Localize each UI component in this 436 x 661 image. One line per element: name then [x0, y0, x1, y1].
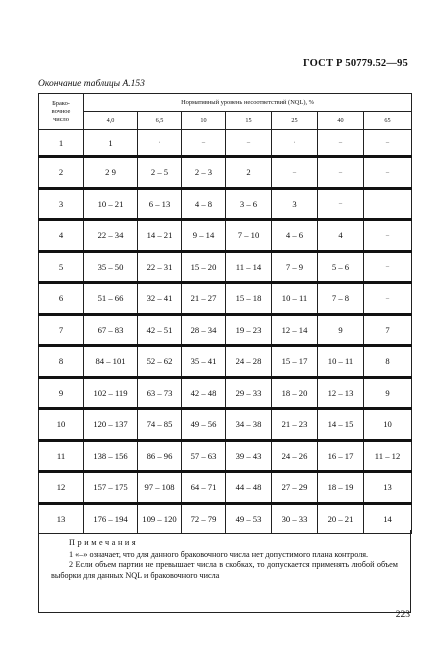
sample-size-cell: 34 – 38	[226, 409, 272, 441]
sample-size-cell: 18 – 20	[272, 377, 318, 409]
nql-column-header: 65	[364, 112, 412, 130]
sample-size-cell: 10 – 21	[84, 188, 138, 220]
defect-number-cell: 9	[39, 377, 84, 409]
sample-size-cell: 39 – 43	[226, 440, 272, 472]
sample-size-cell: 86 – 96	[138, 440, 182, 472]
sample-size-cell: 27 – 29	[272, 472, 318, 504]
sample-size-cell: –	[182, 130, 226, 157]
sample-size-cell: 15 – 20	[182, 251, 226, 283]
sample-size-cell: 120 – 137	[84, 409, 138, 441]
nql-column-header: 4,0	[84, 112, 138, 130]
sample-size-cell: 6 – 13	[138, 188, 182, 220]
sample-size-cell: 24 – 26	[272, 440, 318, 472]
table-row	[39, 314, 412, 346]
sample-size-cell: 10 – 11	[272, 283, 318, 315]
sample-size-cell: 35 – 41	[182, 346, 226, 378]
sample-size-cell: 176 – 194	[84, 503, 138, 534]
table-row	[39, 346, 412, 378]
sample-size-cell: 30 – 33	[272, 503, 318, 534]
sample-size-cell: 14 – 15	[318, 409, 364, 441]
sample-size-cell: 4	[318, 220, 364, 252]
sample-size-cell: 2 – 3	[182, 157, 226, 189]
sample-size-cell: –	[318, 130, 364, 157]
sample-size-cell: 4 – 6	[272, 220, 318, 252]
sample-size-cell: 42 – 51	[138, 314, 182, 346]
nql-columns-row	[39, 112, 412, 130]
sample-size-cell: 1	[84, 130, 138, 157]
nql-header: Нормативный уровень несоответствий (NQL), %	[84, 94, 412, 112]
defect-number-cell: 11	[39, 440, 84, 472]
sample-size-cell: 11 – 12	[364, 440, 412, 472]
sample-size-cell: 42 – 48	[182, 377, 226, 409]
sample-size-cell: 9	[364, 377, 412, 409]
sample-size-cell: 12 – 14	[272, 314, 318, 346]
sample-size-cell: 20 – 21	[318, 503, 364, 534]
table-row	[39, 157, 412, 189]
table-row	[39, 188, 412, 220]
sample-size-cell: 49 – 56	[182, 409, 226, 441]
notes-title: Примечания	[69, 538, 139, 547]
sample-size-cell: –	[226, 130, 272, 157]
nql-column-header: 25	[272, 112, 318, 130]
sample-size-cell: 12 – 13	[318, 377, 364, 409]
nql-table	[38, 93, 412, 534]
table-row	[39, 283, 412, 315]
defect-number-cell: 7	[39, 314, 84, 346]
sample-size-cell: ·	[272, 130, 318, 157]
sample-size-cell: 63 – 73	[138, 377, 182, 409]
sample-size-cell: 57 – 63	[182, 440, 226, 472]
table-body	[39, 130, 412, 534]
sample-size-cell: 16 – 17	[318, 440, 364, 472]
sample-size-cell: 18 – 19	[318, 472, 364, 504]
table-row	[39, 503, 412, 534]
sample-size-cell: 15 – 17	[272, 346, 318, 378]
nql-column-header: 40	[318, 112, 364, 130]
sample-size-cell: 44 – 48	[226, 472, 272, 504]
sample-size-cell: 5 – 6	[318, 251, 364, 283]
sample-size-cell: 74 – 85	[138, 409, 182, 441]
sample-size-cell: –	[364, 251, 412, 283]
defect-number-cell: 6	[39, 283, 84, 315]
sample-size-cell: 84 – 101	[84, 346, 138, 378]
sample-size-cell: 52 – 62	[138, 346, 182, 378]
table-caption: Окончание таблицы А.153	[38, 79, 145, 89]
defect-number-cell: 1	[39, 130, 84, 157]
defect-number-cell: 2	[39, 157, 84, 189]
sample-size-cell: 10 – 11	[318, 346, 364, 378]
sample-size-cell: 7 – 10	[226, 220, 272, 252]
sample-size-cell: 138 – 156	[84, 440, 138, 472]
sample-size-cell: 2 – 5	[138, 157, 182, 189]
sample-size-cell: –	[364, 130, 412, 157]
table-row	[39, 377, 412, 409]
sample-size-cell: 15 – 18	[226, 283, 272, 315]
sample-size-cell: –	[364, 157, 412, 189]
sample-size-cell: –	[364, 283, 412, 315]
sample-size-cell: –	[318, 188, 364, 220]
defect-number-cell: 5	[39, 251, 84, 283]
sample-size-cell: 51 – 66	[84, 283, 138, 315]
defect-number-cell: 8	[39, 346, 84, 378]
sample-size-cell: 102 – 119	[84, 377, 138, 409]
sample-size-cell: 49 – 53	[226, 503, 272, 534]
sample-size-cell: 3	[272, 188, 318, 220]
notes-box	[38, 530, 411, 613]
page-number: 223	[395, 610, 410, 620]
sample-size-cell: 72 – 79	[182, 503, 226, 534]
sample-size-cell: 67 – 83	[84, 314, 138, 346]
sample-size-cell: 10	[364, 409, 412, 441]
table-row	[39, 220, 412, 252]
sample-size-cell: 7 – 9	[272, 251, 318, 283]
sample-size-cell: 13	[364, 472, 412, 504]
sample-size-cell: –	[272, 157, 318, 189]
defect-number-header	[39, 94, 84, 130]
sample-size-cell: 8	[364, 346, 412, 378]
sample-size-cell: 4 – 8	[182, 188, 226, 220]
sample-size-cell: 22 – 31	[138, 251, 182, 283]
sample-size-cell: 29 – 33	[226, 377, 272, 409]
table-row	[39, 472, 412, 504]
table-row	[39, 409, 412, 441]
standard-designation: ГОСТ Р 50779.52—95	[303, 58, 408, 69]
nql-column-header: 10	[182, 112, 226, 130]
sample-size-cell: 11 – 14	[226, 251, 272, 283]
sample-size-cell: 9	[318, 314, 364, 346]
table-row	[39, 440, 412, 472]
sample-size-cell: ·	[138, 130, 182, 157]
sample-size-cell	[364, 188, 412, 220]
sample-size-cell: 24 – 28	[226, 346, 272, 378]
defect-number-cell: 3	[39, 188, 84, 220]
note-1: 1 «–» означает, что для данного браковочного числа нет допустимого плана контроля.	[69, 549, 369, 559]
nql-column-header: 15	[226, 112, 272, 130]
sample-size-cell: 97 – 108	[138, 472, 182, 504]
sample-size-cell: 109 – 120	[138, 503, 182, 534]
sample-size-cell: 21 – 23	[272, 409, 318, 441]
sample-size-cell: 21 – 27	[182, 283, 226, 315]
table-row	[39, 130, 412, 157]
sample-size-cell: 22 – 34	[84, 220, 138, 252]
sample-size-cell: 14 – 21	[138, 220, 182, 252]
sample-size-cell: 28 – 34	[182, 314, 226, 346]
sample-size-cell: 7	[364, 314, 412, 346]
sample-size-cell: 2	[226, 157, 272, 189]
sample-size-cell: –	[364, 220, 412, 252]
sample-size-cell: 157 – 175	[84, 472, 138, 504]
sample-size-cell: 14	[364, 503, 412, 534]
sample-size-cell: 19 – 23	[226, 314, 272, 346]
note-2: 2 Если объем партии не превышает числа в скобках, то допускается применять любой объем выборки для данных NQL и браковочного числа	[51, 560, 398, 580]
sample-size-cell: –	[318, 157, 364, 189]
nql-column-header: 6,5	[138, 112, 182, 130]
defect-number-cell: 4	[39, 220, 84, 252]
sample-size-cell: 2 9	[84, 157, 138, 189]
sample-size-cell: 64 – 71	[182, 472, 226, 504]
sample-size-cell: 32 – 41	[138, 283, 182, 315]
sample-size-cell: 35 – 50	[84, 251, 138, 283]
defect-header-label: Брако- вочное число	[51, 99, 71, 123]
defect-number-cell: 12	[39, 472, 84, 504]
table-row	[39, 251, 412, 283]
defect-number-cell: 10	[39, 409, 84, 441]
sample-size-cell: 9 – 14	[182, 220, 226, 252]
sample-size-cell: 3 – 6	[226, 188, 272, 220]
defect-number-cell: 13	[39, 503, 84, 534]
sample-size-cell: 7 – 8	[318, 283, 364, 315]
